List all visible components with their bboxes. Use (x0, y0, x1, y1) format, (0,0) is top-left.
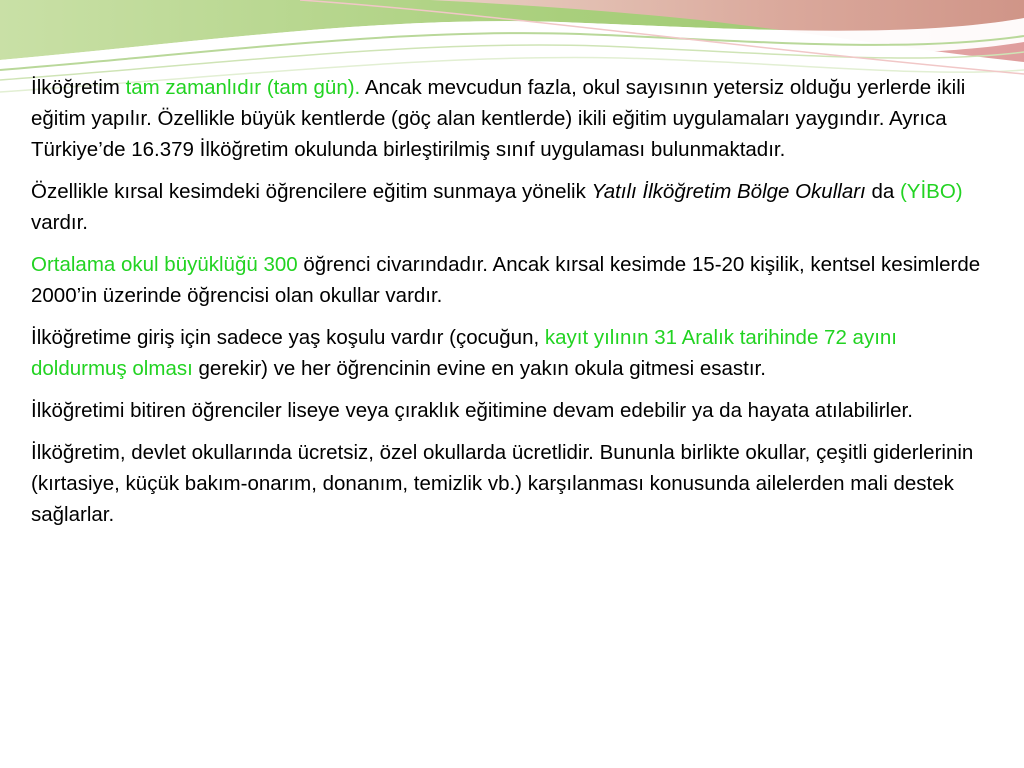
italic-text: Yatılı İlköğretim Bölge Okulları (591, 180, 866, 203)
highlight-text: (YİBO) (899, 180, 963, 203)
text: İlköğretime giriş için sadece yaş koşulu vardır (çocuğun, (31, 326, 545, 349)
text: İlköğretimi bitiren öğrenciler liseye veya çıraklık eğitimine devam edebilir ya da hayata atılabilirler. (31, 399, 913, 422)
text: İlköğretim (31, 76, 126, 99)
highlight-text: kayıt yılının 31 Aralık tarihinde 72 ayını doldurmuş olması (31, 326, 897, 380)
slide-body (31, 72, 986, 541)
text: öğrenci civarındadır. Ancak kırsal kesimde 15-20 kişilik, kentsel kesimlerde 2000’in üzerinde öğrencisi olan okullar vardır. (31, 253, 981, 307)
paragraph-2 (31, 176, 986, 238)
paragraph-6 (31, 437, 986, 530)
paragraph-5 (31, 395, 986, 426)
highlight-text: tam zamanlıdır (tam gün). (125, 76, 361, 99)
paragraph-1 (31, 72, 986, 165)
text: da (865, 180, 900, 203)
highlight-text: Ortalama okul büyüklüğü 300 (31, 253, 298, 276)
text: Ancak mevcudun fazla, okul sayısının yetersiz olduğu yerlerde ikili eğitim yapılır. Özellikle büyük kentlerde (göç alan kentlerde) ikili eğitim uygulamaları yaygındır. Ayrıca Türkiye’de 16.379 İlköğretim okulunda birleştirilmiş sınıf uygulaması bulunmaktadır. (31, 76, 966, 161)
paragraph-3 (31, 249, 986, 311)
text: gerekir) ve her öğrencinin evine en yakın okula gitmesi esastır. (192, 357, 766, 380)
text: İlköğretim, devlet okullarında ücretsiz, özel okullarda ücretlidir. Bununla birlikte okullar, çeşitli giderlerinin (kırtasiye, küçük bakım-onarım, donanım, temizlik vb.) karşılanması konusunda ailelerden mali destek sağlarlar. (31, 441, 974, 526)
paragraph-4 (31, 322, 986, 384)
text: Özellikle kırsal kesimdeki öğrencilere eğitim sunmaya yönelik (31, 180, 592, 203)
text: vardır. (31, 211, 88, 234)
